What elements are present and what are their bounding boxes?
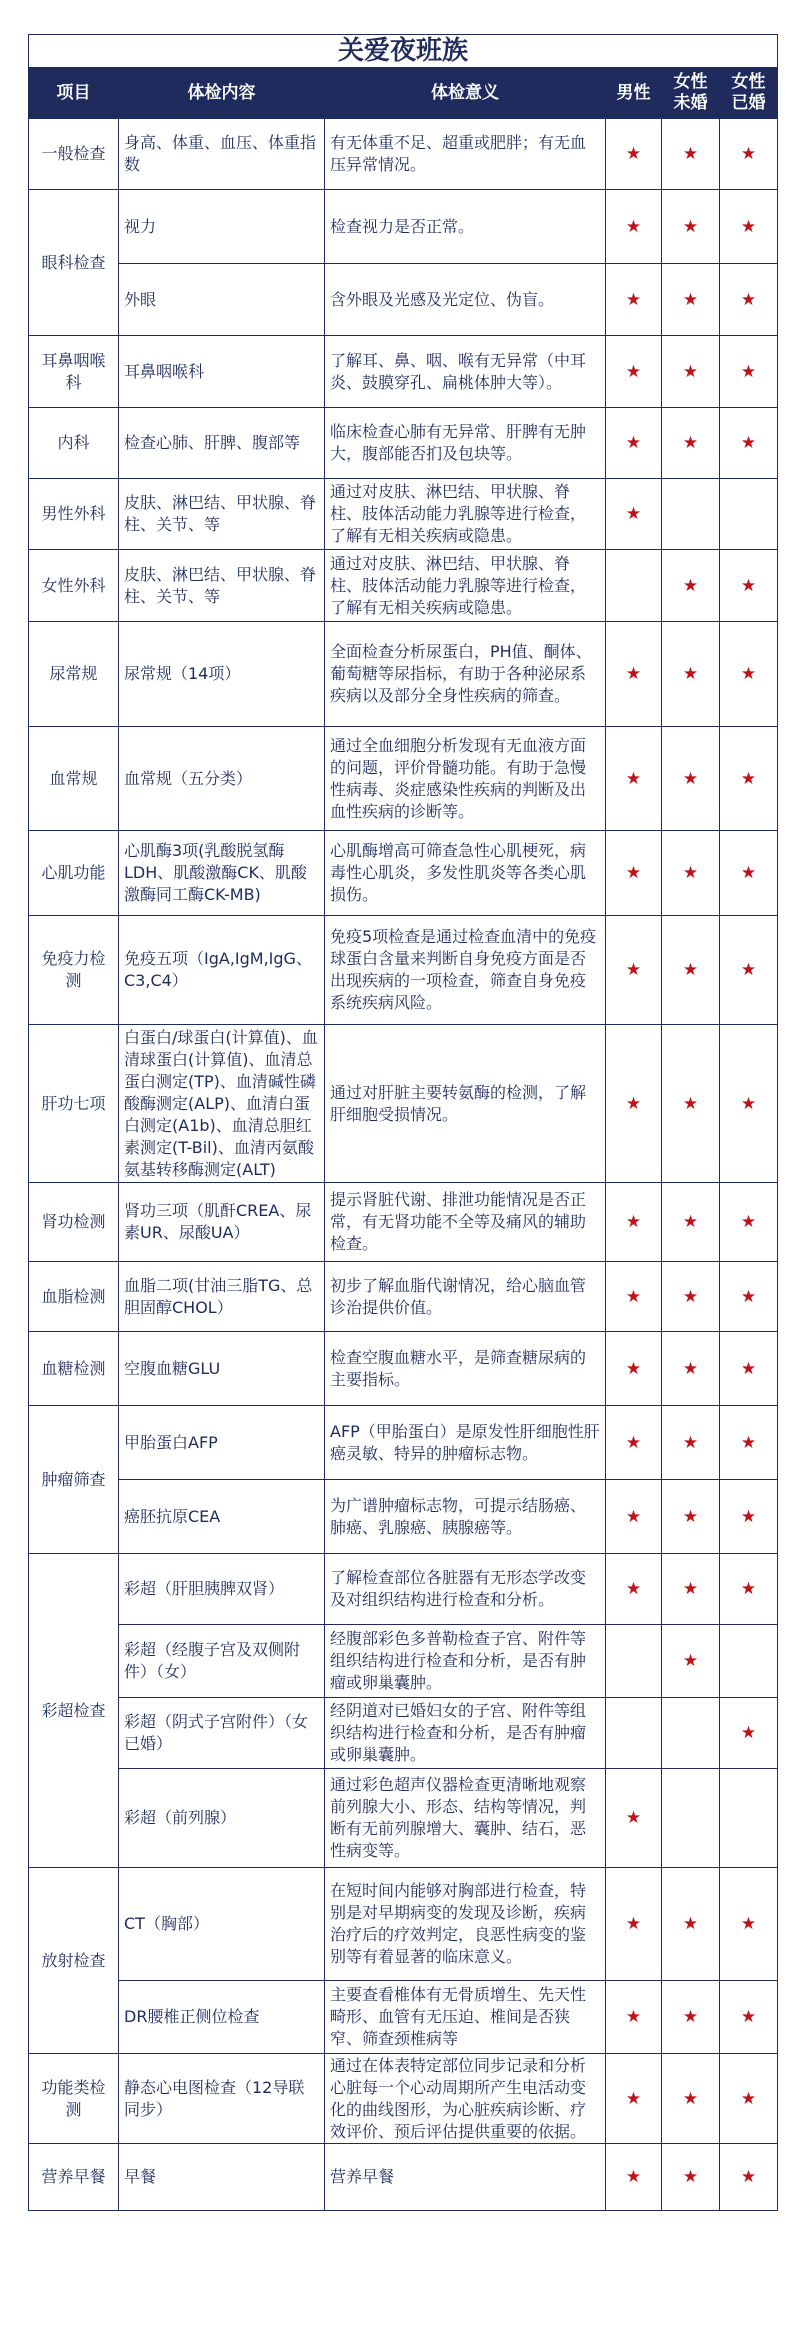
star-icon: ★ bbox=[740, 1432, 757, 1453]
star-icon: ★ bbox=[740, 1093, 757, 1114]
meaning-cell: AFP（甲胎蛋白）是原发性肝细胞性肝癌灵敏、特异的肿瘤标志物。 bbox=[325, 1406, 606, 1480]
star-icon: ★ bbox=[625, 1286, 642, 1307]
star-icon: ★ bbox=[682, 1651, 699, 1671]
table-row bbox=[29, 1183, 778, 1262]
item-cell: 尿常规（14项） bbox=[119, 622, 325, 727]
female-single-star-cell bbox=[662, 1406, 720, 1480]
star-icon: ★ bbox=[682, 433, 699, 453]
female-married-star-cell bbox=[720, 1480, 778, 1554]
star-icon: ★ bbox=[682, 2167, 699, 2187]
star-icon: ★ bbox=[682, 1579, 699, 1599]
star-icon: ★ bbox=[740, 433, 757, 453]
star-icon: ★ bbox=[740, 575, 757, 596]
female-married-star-cell bbox=[720, 1183, 778, 1262]
male-star-cell bbox=[606, 1625, 662, 1698]
star-icon: ★ bbox=[625, 504, 642, 524]
table-row bbox=[29, 190, 778, 264]
male-star-cell bbox=[606, 119, 662, 190]
star-icon: ★ bbox=[625, 2088, 642, 2109]
star-icon: ★ bbox=[740, 768, 757, 789]
item-cell: 免疫五项（IgA,IgM,IgG、C3,C4） bbox=[119, 916, 325, 1025]
male-star-cell bbox=[606, 727, 662, 831]
female-single-star-cell bbox=[662, 831, 720, 916]
category-cell: 男性外科 bbox=[29, 479, 119, 550]
meaning-cell: 含外眼及光感及光定位、伪盲。 bbox=[325, 264, 606, 336]
meaning-cell: 有无体重不足、超重或肥胖；有无血压异常情况。 bbox=[325, 119, 606, 190]
item-cell: 甲胎蛋白AFP bbox=[119, 1406, 325, 1480]
item-cell: CT（胸部） bbox=[119, 1868, 325, 1981]
star-icon: ★ bbox=[625, 2007, 642, 2027]
table-row bbox=[29, 1981, 778, 2054]
star-icon: ★ bbox=[740, 1358, 757, 1379]
star-icon: ★ bbox=[682, 289, 699, 310]
meaning-cell: 经腹部彩色多普勒检查子宫、附件等组织结构进行检查和分析，是否有肿瘤或卵巢囊肿。 bbox=[325, 1625, 606, 1698]
star-icon: ★ bbox=[682, 1432, 699, 1453]
star-icon: ★ bbox=[740, 1506, 757, 1527]
star-icon: ★ bbox=[625, 216, 642, 237]
meaning-cell: 检查视力是否正常。 bbox=[325, 190, 606, 264]
meaning-cell: 在短时间内能够对胸部进行检查，特别是对早期病变的发现及诊断，疾病治疗后的疗效判定，良恶性病变的鉴别等有着显著的临床意义。 bbox=[325, 1868, 606, 1981]
star-icon: ★ bbox=[682, 1212, 699, 1232]
female-married-star-cell bbox=[720, 727, 778, 831]
star-icon: ★ bbox=[740, 216, 757, 237]
star-icon: ★ bbox=[682, 768, 699, 789]
female-single-star-cell bbox=[662, 2054, 720, 2144]
female-married-star-cell bbox=[720, 1025, 778, 1183]
star-icon: ★ bbox=[625, 2167, 642, 2187]
category-cell: 血糖检测 bbox=[29, 1332, 119, 1406]
category-cell: 心肌功能 bbox=[29, 831, 119, 916]
header-female-single bbox=[662, 68, 720, 119]
meaning-cell: 临床检查心肺有无异常、肝脾有无肿大，腹部能否扪及包块等。 bbox=[325, 408, 606, 479]
title-row bbox=[29, 35, 778, 68]
female-married-star-cell bbox=[720, 479, 778, 550]
female-married-star-cell bbox=[720, 1625, 778, 1698]
female-married-star-cell bbox=[720, 1868, 778, 1981]
item-cell: 癌胚抗原CEA bbox=[119, 1480, 325, 1554]
category-cell: 营养早餐 bbox=[29, 2144, 119, 2211]
star-icon: ★ bbox=[682, 2007, 699, 2027]
header-content: 体检内容 bbox=[119, 68, 325, 119]
item-cell: 血脂二项(甘油三脂TG、总胆固醇CHOL） bbox=[119, 1262, 325, 1332]
male-star-cell bbox=[606, 1406, 662, 1480]
header-row bbox=[29, 68, 778, 119]
male-star-cell bbox=[606, 1554, 662, 1625]
table-row bbox=[29, 1698, 778, 1769]
item-cell: 耳鼻咽喉科 bbox=[119, 336, 325, 408]
table-row bbox=[29, 2144, 778, 2211]
meaning-cell: 主要查看椎体有无骨质增生、先天性畸形、血管有无压迫、椎间是否狭窄、筛查颈椎病等 bbox=[325, 1981, 606, 2054]
meaning-cell: 为广谱肿瘤标志物，可提示结肠癌、肺癌、乳腺癌、胰腺癌等。 bbox=[325, 1480, 606, 1554]
female-single-star-cell bbox=[662, 1981, 720, 2054]
female-single-star-cell bbox=[662, 550, 720, 622]
star-icon: ★ bbox=[740, 1286, 757, 1307]
table-row bbox=[29, 1332, 778, 1406]
table-row bbox=[29, 336, 778, 408]
item-cell: DR腰椎正侧位检查 bbox=[119, 1981, 325, 2054]
male-star-cell bbox=[606, 1981, 662, 2054]
female-single-star-cell bbox=[662, 916, 720, 1025]
table-row bbox=[29, 1025, 778, 1183]
male-star-cell bbox=[606, 622, 662, 727]
star-icon: ★ bbox=[682, 1506, 699, 1527]
male-star-cell bbox=[606, 831, 662, 916]
male-star-cell bbox=[606, 916, 662, 1025]
meaning-cell: 通过全血细胞分析发现有无血液方面的问题，评价骨髓功能。有助于急慢性病毒、炎症感染性疾病的判断及出血性疾病的诊断等。 bbox=[325, 727, 606, 831]
female-married-star-cell bbox=[720, 1262, 778, 1332]
item-cell: 心肌酶3项(乳酸脱氢酶LDH、肌酸激酶CK、肌酸激酶同工酶CK-MB) bbox=[119, 831, 325, 916]
female-single-star-cell bbox=[662, 1554, 720, 1625]
meaning-cell: 通过对肝脏主要转氨酶的检测，了解肝细胞受损情况。 bbox=[325, 1025, 606, 1183]
header-female-married bbox=[720, 68, 778, 119]
star-icon: ★ bbox=[625, 1432, 642, 1453]
header-project: 项目 bbox=[29, 68, 119, 119]
star-icon: ★ bbox=[740, 1723, 757, 1743]
female-single-star-cell bbox=[662, 1625, 720, 1698]
female-single-star-cell bbox=[662, 264, 720, 336]
female-married-star-cell bbox=[720, 2054, 778, 2144]
meaning-cell: 营养早餐 bbox=[325, 2144, 606, 2211]
table-row bbox=[29, 916, 778, 1025]
category-cell: 彩超检查 bbox=[29, 1554, 119, 1868]
table-row bbox=[29, 479, 778, 550]
star-icon: ★ bbox=[625, 768, 642, 789]
female-single-star-cell bbox=[662, 190, 720, 264]
star-icon: ★ bbox=[740, 1914, 757, 1934]
male-star-cell bbox=[606, 264, 662, 336]
female-single-star-cell bbox=[662, 1025, 720, 1183]
male-star-cell bbox=[606, 408, 662, 479]
category-cell: 内科 bbox=[29, 408, 119, 479]
star-icon: ★ bbox=[682, 2088, 699, 2109]
category-cell: 女性外科 bbox=[29, 550, 119, 622]
star-icon: ★ bbox=[740, 863, 757, 883]
star-icon: ★ bbox=[740, 144, 757, 164]
male-star-cell bbox=[606, 1868, 662, 1981]
star-icon: ★ bbox=[682, 863, 699, 883]
female-single-star-cell bbox=[662, 1183, 720, 1262]
category-cell: 耳鼻咽喉科 bbox=[29, 336, 119, 408]
star-icon: ★ bbox=[740, 1579, 757, 1599]
meaning-cell: 初步了解血脂代谢情况，给心脑血管诊治提供价值。 bbox=[325, 1262, 606, 1332]
female-single-star-cell bbox=[662, 336, 720, 408]
star-icon: ★ bbox=[740, 289, 757, 310]
table-row bbox=[29, 550, 778, 622]
table-title: 关爱夜班族 bbox=[29, 35, 778, 68]
table-body bbox=[29, 119, 778, 2211]
meaning-cell: 通过彩色超声仪器检查更清晰地观察前列腺大小、形态、结构等情况，判断有无前列腺增大、囊肿、结石，恶性病变等。 bbox=[325, 1769, 606, 1868]
female-married-star-cell bbox=[720, 1332, 778, 1406]
category-cell: 放射检查 bbox=[29, 1868, 119, 2054]
star-icon: ★ bbox=[625, 1358, 642, 1379]
female-single-star-cell bbox=[662, 1698, 720, 1769]
female-married-star-cell bbox=[720, 1981, 778, 2054]
female-single-star-cell bbox=[662, 408, 720, 479]
female-married-star-cell bbox=[720, 119, 778, 190]
female-married-star-cell bbox=[720, 408, 778, 479]
meaning-cell: 了解检查部位各脏器有无形态学改变及对组织结构进行检查和分析。 bbox=[325, 1554, 606, 1625]
star-icon: ★ bbox=[682, 575, 699, 596]
item-cell: 外眼 bbox=[119, 264, 325, 336]
star-icon: ★ bbox=[682, 1358, 699, 1379]
male-star-cell bbox=[606, 2054, 662, 2144]
exam-table-container bbox=[28, 34, 777, 2211]
female-married-star-cell bbox=[720, 916, 778, 1025]
table-row bbox=[29, 622, 778, 727]
category-cell: 免疫力检测 bbox=[29, 916, 119, 1025]
category-cell: 肿瘤筛查 bbox=[29, 1406, 119, 1554]
header-male: 男性 bbox=[606, 68, 662, 119]
star-icon: ★ bbox=[625, 960, 642, 980]
female-married-star-cell bbox=[720, 1769, 778, 1868]
female-single-star-cell bbox=[662, 622, 720, 727]
star-icon: ★ bbox=[740, 960, 757, 980]
category-cell: 血常规 bbox=[29, 727, 119, 831]
item-cell: 早餐 bbox=[119, 2144, 325, 2211]
female-single-star-cell bbox=[662, 1868, 720, 1981]
male-star-cell bbox=[606, 1025, 662, 1183]
female-single-star-cell bbox=[662, 479, 720, 550]
table-row bbox=[29, 1625, 778, 1698]
header-female-single-label: 女性未婚 bbox=[673, 72, 708, 113]
female-married-star-cell bbox=[720, 336, 778, 408]
item-cell: 空腹血糖GLU bbox=[119, 1332, 325, 1406]
category-cell: 眼科检查 bbox=[29, 190, 119, 336]
female-single-star-cell bbox=[662, 727, 720, 831]
star-icon: ★ bbox=[740, 664, 757, 684]
male-star-cell bbox=[606, 336, 662, 408]
star-icon: ★ bbox=[625, 1579, 642, 1599]
item-cell: 彩超（前列腺） bbox=[119, 1769, 325, 1868]
header-meaning: 体检意义 bbox=[325, 68, 606, 119]
table-row bbox=[29, 1262, 778, 1332]
female-married-star-cell bbox=[720, 264, 778, 336]
item-cell: 肾功三项（肌酐CREA、尿素UR、尿酸UA） bbox=[119, 1183, 325, 1262]
male-star-cell bbox=[606, 2144, 662, 2211]
table-row bbox=[29, 1769, 778, 1868]
item-cell: 血常规（五分类） bbox=[119, 727, 325, 831]
star-icon: ★ bbox=[682, 144, 699, 164]
table-row bbox=[29, 831, 778, 916]
star-icon: ★ bbox=[740, 2167, 757, 2187]
female-married-star-cell bbox=[720, 831, 778, 916]
female-married-star-cell bbox=[720, 1698, 778, 1769]
table-row bbox=[29, 1554, 778, 1625]
male-star-cell bbox=[606, 1698, 662, 1769]
meaning-cell: 心肌酶增高可筛查急性心肌梗死，病毒性心肌炎，多发性肌炎等各类心肌损伤。 bbox=[325, 831, 606, 916]
table-row bbox=[29, 119, 778, 190]
female-married-star-cell bbox=[720, 190, 778, 264]
star-icon: ★ bbox=[740, 2088, 757, 2109]
item-cell: 视力 bbox=[119, 190, 325, 264]
male-star-cell bbox=[606, 190, 662, 264]
star-icon: ★ bbox=[682, 1286, 699, 1307]
table-row bbox=[29, 1406, 778, 1480]
category-cell: 血脂检测 bbox=[29, 1262, 119, 1332]
star-icon: ★ bbox=[625, 433, 642, 453]
star-icon: ★ bbox=[682, 664, 699, 684]
item-cell: 彩超（肝胆胰脾双肾） bbox=[119, 1554, 325, 1625]
star-icon: ★ bbox=[625, 144, 642, 164]
star-icon: ★ bbox=[740, 1212, 757, 1232]
category-cell: 尿常规 bbox=[29, 622, 119, 727]
male-star-cell bbox=[606, 479, 662, 550]
star-icon: ★ bbox=[740, 361, 757, 382]
star-icon: ★ bbox=[625, 664, 642, 684]
category-cell: 肝功七项 bbox=[29, 1025, 119, 1183]
star-icon: ★ bbox=[625, 1093, 642, 1114]
item-cell: 白蛋白/球蛋白(计算值)、血清球蛋白(计算值)、血清总蛋白测定(TP)、血清碱性磷酸酶测定(ALP)、血清白蛋白测定(A1b)、血清总胆红素测定(T-Bil)、血清丙氨酸氨基转移酶测定(ALT) bbox=[119, 1025, 325, 1183]
item-cell: 皮肤、淋巴结、甲状腺、脊柱、关节、等 bbox=[119, 479, 325, 550]
female-single-star-cell bbox=[662, 1262, 720, 1332]
star-icon: ★ bbox=[682, 1093, 699, 1114]
table-row bbox=[29, 1868, 778, 1981]
table-row bbox=[29, 408, 778, 479]
female-married-star-cell bbox=[720, 622, 778, 727]
exam-table bbox=[28, 34, 778, 2211]
meaning-cell: 通过在体表特定部位同步记录和分析心脏每一个心动周期所产生电活动变化的曲线图形，为心脏疾病诊断、疗效评价、预后评估提供重要的依据。 bbox=[325, 2054, 606, 2144]
item-cell: 彩超（阴式子宫附件）（女已婚） bbox=[119, 1698, 325, 1769]
meaning-cell: 免疫5项检查是通过检查血清中的免疫球蛋白含量来判断自身免疫方面是否出现疾病的一项检查，筛查自身免疫系统疾病风险。 bbox=[325, 916, 606, 1025]
table-row bbox=[29, 1480, 778, 1554]
star-icon: ★ bbox=[625, 863, 642, 883]
star-icon: ★ bbox=[682, 960, 699, 980]
star-icon: ★ bbox=[625, 1506, 642, 1527]
star-icon: ★ bbox=[625, 1212, 642, 1232]
male-star-cell bbox=[606, 1262, 662, 1332]
star-icon: ★ bbox=[740, 2007, 757, 2027]
item-cell: 皮肤、淋巴结、甲状腺、脊柱、关节、等 bbox=[119, 550, 325, 622]
item-cell: 身高、体重、血压、体重指数 bbox=[119, 119, 325, 190]
star-icon: ★ bbox=[625, 1914, 642, 1934]
meaning-cell: 通过对皮肤、淋巴结、甲状腺、脊柱、肢体活动能力乳腺等进行检查，了解有无相关疾病或隐患。 bbox=[325, 479, 606, 550]
female-single-star-cell bbox=[662, 119, 720, 190]
star-icon: ★ bbox=[682, 1914, 699, 1934]
item-cell: 彩超（经腹子宫及双侧附件）（女） bbox=[119, 1625, 325, 1698]
table-row bbox=[29, 2054, 778, 2144]
female-married-star-cell bbox=[720, 2144, 778, 2211]
header-female-married-label: 女性已婚 bbox=[731, 72, 766, 113]
category-cell: 肾功检测 bbox=[29, 1183, 119, 1262]
table-row bbox=[29, 727, 778, 831]
female-single-star-cell bbox=[662, 1480, 720, 1554]
category-cell: 功能类检测 bbox=[29, 2054, 119, 2144]
male-star-cell bbox=[606, 1332, 662, 1406]
star-icon: ★ bbox=[625, 289, 642, 310]
star-icon: ★ bbox=[625, 361, 642, 382]
male-star-cell bbox=[606, 1480, 662, 1554]
star-icon: ★ bbox=[682, 216, 699, 237]
male-star-cell bbox=[606, 1769, 662, 1868]
female-single-star-cell bbox=[662, 1769, 720, 1868]
meaning-cell: 提示肾脏代谢、排泄功能情况是否正常，有无肾功能不全等及痛风的辅助检查。 bbox=[325, 1183, 606, 1262]
table-row bbox=[29, 264, 778, 336]
meaning-cell: 了解耳、鼻、咽、喉有无异常（中耳炎、鼓膜穿孔、扁桃体肿大等）。 bbox=[325, 336, 606, 408]
star-icon: ★ bbox=[625, 1808, 642, 1828]
meaning-cell: 通过对皮肤、淋巴结、甲状腺、脊柱、肢体活动能力乳腺等进行检查，了解有无相关疾病或隐患。 bbox=[325, 550, 606, 622]
meaning-cell: 全面检查分析尿蛋白，PH值、酮体、葡萄糖等尿指标，有助于各种泌尿系疾病以及部分全身性疾病的筛查。 bbox=[325, 622, 606, 727]
male-star-cell bbox=[606, 1183, 662, 1262]
item-cell: 静态心电图检查（12导联同步） bbox=[119, 2054, 325, 2144]
category-cell: 一般检查 bbox=[29, 119, 119, 190]
star-icon: ★ bbox=[682, 361, 699, 382]
meaning-cell: 经阴道对已婚妇女的子宫、附件等组织结构进行检查和分析，是否有肿瘤或卵巢囊肿。 bbox=[325, 1698, 606, 1769]
male-star-cell bbox=[606, 550, 662, 622]
item-cell: 检查心肺、肝脾、腹部等 bbox=[119, 408, 325, 479]
female-single-star-cell bbox=[662, 2144, 720, 2211]
female-single-star-cell bbox=[662, 1332, 720, 1406]
meaning-cell: 检查空腹血糖水平，是筛查糖尿病的主要指标。 bbox=[325, 1332, 606, 1406]
female-married-star-cell bbox=[720, 550, 778, 622]
female-married-star-cell bbox=[720, 1406, 778, 1480]
female-married-star-cell bbox=[720, 1554, 778, 1625]
